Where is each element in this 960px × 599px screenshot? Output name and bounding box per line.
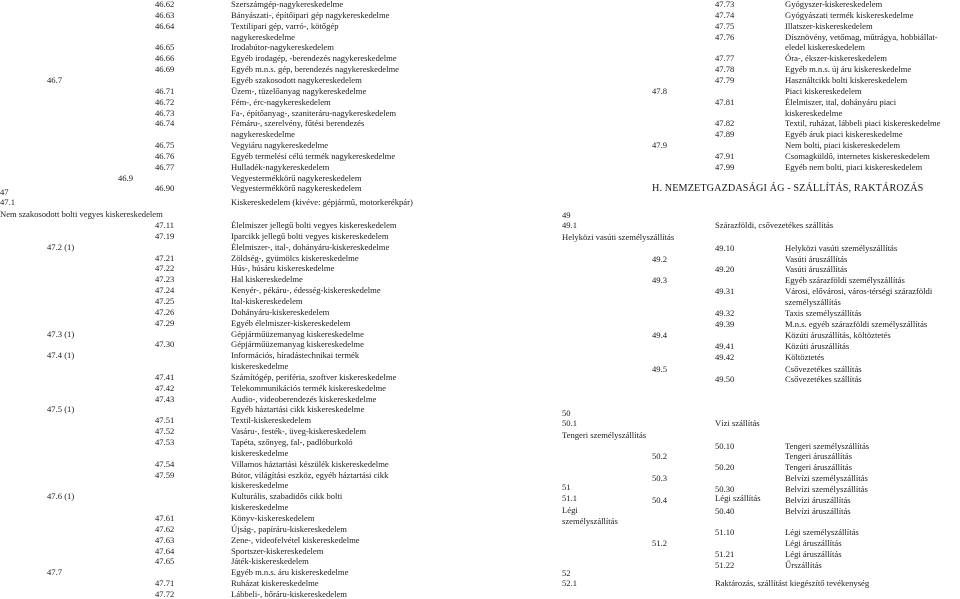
class-code: 50.20: [715, 462, 735, 472]
class-label: Fémáru-, szerelvény, fűtési berendezés: [231, 118, 365, 129]
class-label: Vasúti áruszállítás: [785, 264, 848, 274]
group-code: 50.3: [652, 473, 668, 483]
class-code: 47.64: [155, 545, 175, 556]
class-label: Taxis személyszállítás: [785, 308, 862, 318]
group-label: Légi: [562, 505, 578, 515]
class-code: 47.30: [155, 339, 175, 350]
class-label: Nem bolti, piaci kiskereskedelem: [785, 140, 901, 151]
class-label: Vegyestermékkörű nagykereskedelem: [231, 183, 362, 194]
class-label: Használtcikk bolti kiskereskedelem: [785, 74, 908, 85]
class-label: Audio-, videoberendezés kiskereskedelme: [231, 393, 377, 404]
class-label: Egyéb áruk piaci kiskereskedelme: [785, 129, 903, 140]
class-label: Zene-, videofelvétel kiskereskedelme: [231, 534, 360, 545]
division-code: 51: [562, 482, 571, 492]
class-code: 47.72: [155, 588, 175, 599]
class-code: 47.24: [155, 285, 175, 296]
class-code: 47.11: [155, 220, 175, 230]
class-label: Tapéta, szőnyeg, fal-, padlóburkoló: [231, 437, 353, 447]
class-code: 46.75: [155, 140, 175, 151]
class-label: kiskereskedelme: [231, 502, 289, 513]
class-label: személyszállítás: [785, 297, 841, 307]
class-label: Egyéb m.n.s. áru kiskereskedelme: [231, 567, 349, 578]
class-code: 46.69: [155, 64, 175, 75]
class-label: Egyéb nem bolti, piaci kiskereskedelem: [785, 161, 923, 172]
class-code: 47.75: [715, 20, 735, 31]
class-label: Helyközi vasúti személyszállítás: [785, 243, 898, 253]
class-code: 51.22: [715, 560, 735, 570]
class-label: Vegyestermékkörű nagykereskedelem: [231, 172, 362, 183]
class-label: Információs, híradástechnikai termék: [231, 350, 360, 361]
class-code: 49.20: [715, 264, 735, 274]
class-label: Gépjárműüzemanyag kiskereskedelme: [231, 339, 364, 350]
class-label: Sportszer-kiskereskedelem: [231, 545, 324, 556]
class-code: 47.59: [155, 469, 175, 480]
group-code: 52.1: [562, 578, 578, 588]
group-label: személyszállítás: [562, 516, 618, 526]
class-label: Élelmiszer-, ital-, dohányáru-kiskereskedelme: [231, 241, 390, 252]
class-code: 47.65: [155, 556, 175, 567]
class-label: Egyéb háztartási cikk kiskereskedelme: [231, 404, 365, 415]
class-label: Textil-kiskereskedelem: [231, 415, 312, 426]
group-label: Belvízi áruszállítás: [785, 495, 851, 505]
class-label: Textilipari gép, varró-, kötőgép: [231, 20, 339, 31]
group-label: Raktározás, szállítást kiegészítő tevékenység: [715, 578, 870, 588]
class-code: 49.10: [715, 243, 735, 253]
group-code: 47.6 (1): [47, 491, 75, 502]
class-code: 50.30: [715, 484, 735, 494]
class-label: Légi személyszállítás: [785, 527, 859, 537]
class-label: Telekommunikációs termék kiskereskedelme: [231, 382, 386, 393]
class-label: nagykereskedelme: [231, 31, 295, 42]
class-label: Lábbeli-, bőráru-kiskereskedelem: [231, 588, 347, 599]
group-label: Vasúti áruszállítás: [785, 254, 848, 264]
class-label: Költöztetés: [785, 352, 825, 362]
class-label: Iparcikk jellegű bolti vegyes kiskereskedelem: [231, 230, 389, 241]
class-label: Kenyér-, pékáru-, édesség-kiskereskedelme: [231, 285, 381, 296]
class-code: 47.52: [155, 426, 175, 437]
class-label: Űrszállítás: [785, 560, 822, 570]
group-label: Légi szállítás: [715, 493, 761, 503]
class-label: Belvízi személyszállítás: [785, 484, 868, 494]
class-label: Illatszer-kiskereskedelem: [785, 20, 873, 31]
class-label: Dísznövény, vetőmag, műtrágya, hobbiállat-: [785, 31, 938, 42]
class-code: 47.53: [155, 437, 175, 447]
class-code: 47.99: [715, 161, 735, 172]
class-code: 51.21: [715, 549, 735, 559]
class-code: 47.29: [155, 317, 175, 328]
class-label: kiskereskedelme: [231, 447, 289, 458]
group-label: Szárazföldi, csővezetékes szállítás: [715, 220, 834, 230]
group-label: Tengeri áruszállítás: [785, 451, 852, 461]
class-code: 49.32: [715, 308, 735, 318]
class-code: 47.77: [715, 53, 735, 64]
class-code: 47.22: [155, 263, 175, 274]
group-label: Belvízi személyszállítás: [785, 473, 868, 483]
group-code: 49.1: [562, 220, 578, 230]
group-label: Csővezetékes szállítás: [785, 364, 862, 374]
class-code: 50.40: [715, 506, 735, 516]
class-label: Élelmiszer, ital, dohányáru piaci: [785, 96, 897, 107]
group-code: 49.2: [652, 254, 668, 264]
class-code: 47.73: [715, 0, 735, 9]
class-code: 47.62: [155, 523, 175, 534]
group-label: Közúti áruszállítás, költöztetés: [785, 330, 891, 340]
class-label: Egyéb élelmiszer-kiskereskedelem: [231, 317, 351, 328]
group-code: 47.8: [652, 85, 668, 96]
group-code: 50.1: [562, 418, 578, 428]
class-label: Villamos háztartási készülék kiskereskedelme: [231, 458, 389, 469]
class-label: Szerszámgép-nagykereskedelme: [231, 0, 344, 9]
class-code: 47.76: [715, 31, 735, 42]
class-label: eledel kiskereskedelem: [785, 42, 865, 53]
class-label: Fa-, építőanyag-, szaniteráru-nagykereskedelem: [231, 107, 397, 118]
class-label: kiskereskedelme: [231, 361, 289, 372]
class-label: Élelmiszer jellegű bolti vegyes kiskereskedelem: [231, 220, 397, 230]
class-code: 46.71: [155, 85, 175, 96]
division-code: 52: [562, 568, 571, 578]
class-label: Könyv-kiskereskedelem: [231, 512, 315, 523]
class-code: 47.71: [155, 578, 175, 589]
class-code: 47.78: [715, 64, 735, 75]
class-label: Óra-, ékszer-kiskereskedelem: [785, 53, 887, 64]
class-label: kiskereskedelme: [231, 480, 289, 491]
division-code: 47: [0, 187, 9, 197]
group-label: Tengeri személyszállítás: [562, 430, 647, 440]
class-label: Tengeri áruszállítás: [785, 462, 852, 472]
class-label: Piaci kiskereskedelem: [785, 85, 862, 96]
class-label: Csomagküldő, internetes kiskereskedelem: [785, 150, 930, 161]
division-code: 49: [562, 210, 571, 220]
class-label: Közúti áruszállítás: [785, 341, 850, 351]
class-label: Kulturális, szabadidős cikk bolti: [231, 491, 343, 502]
class-label: M.n.s. egyéb szárazföldi személyszállítás: [785, 319, 928, 329]
class-label: Egyéb termelési célú termék nagykereskedelme: [231, 150, 396, 161]
class-code: 47.26: [155, 306, 175, 317]
group-code: 51.2: [652, 538, 668, 548]
class-code: 47.42: [155, 382, 175, 393]
class-label: Számítógép, periféria, szoftver kiskereskedelme: [231, 371, 397, 382]
group-code: 47.5 (1): [47, 404, 75, 415]
group-label: Vízi szállítás: [715, 418, 760, 428]
class-code: 47.81: [715, 96, 735, 107]
class-code: 49.39: [715, 319, 735, 329]
class-code: 47.91: [715, 150, 735, 161]
class-code: 46.73: [155, 107, 175, 118]
class-code: 50.10: [715, 441, 735, 451]
class-label: Vegyiáru nagykereskedelme: [231, 140, 329, 151]
group-code: 47.3 (1): [47, 328, 75, 339]
group-code: 47.1: [0, 197, 16, 207]
group-code: 47.4 (1): [47, 350, 75, 361]
class-label: Légi áruszállítás: [785, 549, 842, 559]
class-label: Kiskereskedelem (kivéve: gépjármű, motorkerékpár): [231, 197, 413, 207]
class-label: Gyógyszer-kiskereskedelem: [785, 0, 883, 9]
class-code: 46.76: [155, 150, 175, 161]
group-code: 47.2 (1): [47, 241, 75, 252]
class-label: Hal kiskereskedelme: [231, 274, 303, 285]
class-label: Tengeri személyszállítás: [785, 441, 870, 451]
class-label: Egyéb m.n.s. gép, berendezés nagykereskedelme: [231, 64, 399, 75]
group-code: 51.1: [562, 493, 578, 503]
class-label: Egyéb irodagép, -berendezés nagykereskedelme: [231, 53, 397, 64]
class-label: Ital-kiskereskedelem: [231, 295, 303, 306]
class-code: 47.23: [155, 274, 175, 285]
class-code: 49.42: [715, 352, 735, 362]
class-code: 47.82: [715, 118, 735, 129]
class-code: 46.63: [155, 9, 175, 20]
class-label: Textil, ruházat, lábbeli piaci kiskereskedelme: [785, 118, 941, 129]
class-label: Zöldség-, gyümölcs kiskereskedelme: [231, 252, 359, 263]
class-label: Vasáru-, festék-, üveg-kiskereskedelem: [231, 426, 367, 437]
class-label: Hulladék-nagykereskedelem: [231, 161, 330, 172]
class-label: Gépjárműüzemanyag kiskereskedelme: [231, 328, 364, 339]
class-code: 51.10: [715, 527, 735, 537]
class-code: 47.89: [715, 129, 735, 140]
class-label: Játék-kiskereskedelem: [231, 556, 309, 567]
class-label: Belvízi áruszállítás: [785, 506, 851, 516]
group-code: 50.2: [652, 451, 668, 461]
group-code: 49.5: [652, 364, 668, 374]
class-code: 47.25: [155, 295, 175, 306]
group-code: 49.4: [652, 330, 668, 340]
class-code: 46.77: [155, 161, 175, 172]
class-label: Gyógyászati termék kiskereskedelme: [785, 9, 914, 20]
class-label: Dohányáru-kiskereskedelem: [231, 306, 330, 317]
division-code: 50: [562, 408, 571, 418]
group-code: 49.3: [652, 275, 668, 285]
class-label: Bútor, világítási eszköz, egyéb háztartási cikk: [231, 469, 389, 480]
class-code: 47.61: [155, 512, 175, 523]
class-label: Bányászati-, építőipari gép nagykereskedelme: [231, 9, 390, 20]
class-label: Üzem-, tüzelőanyag nagykereskedelme: [231, 85, 367, 96]
group-code: 50.4: [652, 495, 668, 505]
group-label: Helyközi vasúti személyszállítás: [562, 232, 675, 242]
class-code: 47.79: [715, 74, 735, 85]
class-code: 46.74: [155, 118, 175, 129]
class-label: Csővezetékes szállítás: [785, 374, 862, 384]
class-code: 49.31: [715, 286, 735, 296]
class-label: Egyéb m.n.s. új áru kiskereskedelme: [785, 64, 912, 75]
class-code: 49.41: [715, 341, 735, 351]
class-code: 49.50: [715, 374, 735, 384]
class-code: 46.72: [155, 96, 175, 107]
group-code: 47.9: [652, 140, 668, 151]
class-code: 47.51: [155, 415, 175, 426]
group-label: Légi áruszállítás: [785, 538, 842, 548]
class-code: 46.66: [155, 53, 175, 64]
class-label: nagykereskedelme: [231, 129, 295, 140]
class-label: Egyéb szakosodott nagykereskedelem: [231, 74, 362, 85]
class-label: Fém-, érc-nagykereskedelem: [231, 96, 331, 107]
class-code: 47.63: [155, 534, 175, 545]
class-code: 46.62: [155, 0, 175, 9]
group-code: 46.7: [47, 74, 63, 85]
group-code: 47.7: [47, 567, 63, 578]
class-label: kiskereskedelme: [785, 107, 843, 118]
group-code: 46.9: [118, 172, 134, 183]
class-code: 47.21: [155, 252, 175, 263]
group-label: Egyéb szárazföldi személyszállítás: [785, 275, 905, 285]
class-label: Városi, elővárosi, város-térségi szárazföldi: [785, 286, 933, 296]
class-label: Újság-, papíráru-kiskereskedelem: [231, 523, 347, 534]
class-code: 47.19: [155, 230, 175, 241]
class-code: 47.41: [155, 371, 175, 382]
class-code: 47.74: [715, 9, 735, 20]
class-code: 47.54: [155, 458, 175, 469]
group-label: Nem szakosodott bolti vegyes kiskereskedelem: [0, 209, 163, 219]
class-label: Ruházat kiskereskedelme: [231, 578, 319, 589]
class-code: 47.43: [155, 393, 175, 404]
class-code: 46.65: [155, 42, 175, 53]
class-label: Hús-, húsáru kiskereskedelme: [231, 263, 335, 274]
section-title: H. NEMZETGAZDASÁGI ÁG - SZÁLLÍTÁS, RAKTÁROZÁS: [652, 183, 924, 194]
class-label: Irodabútor-nagykereskedelem: [231, 42, 334, 53]
class-code: 46.64: [155, 20, 175, 31]
class-code: 46.90: [155, 183, 175, 194]
